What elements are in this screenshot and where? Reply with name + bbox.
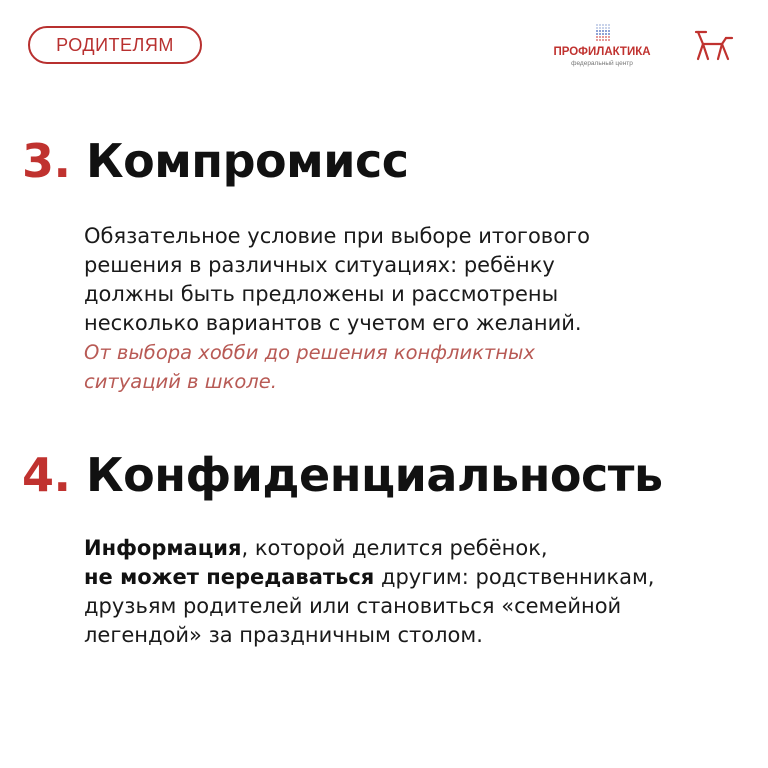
logo-subtitle: федеральный центр [571,60,633,67]
profilaktika-logo [548,24,656,70]
example-line: ситуаций в школе. [84,370,277,393]
paragraph-line: легендой» за праздничным столом. [84,623,483,647]
heading-number: 4. [22,448,71,502]
logo-grid-icon [596,24,610,44]
heading-number: 3. [22,134,71,188]
paragraph-line [84,534,754,563]
confidentiality-paragraph [84,534,754,650]
compromise-paragraph [84,222,754,338]
heading-title: Компромисс [86,134,409,188]
bold-term: не может передаваться [84,565,375,589]
heading-title: Конфиденциальность [86,448,663,502]
compromise-example [84,338,684,396]
bold-term: Информация [84,536,242,560]
paragraph-line: друзьям родителей или становиться «семейной [84,594,622,618]
section-badge: РОДИТЕЛЯМ [28,26,202,64]
paragraph-line: несколько вариантов с учетом его желаний. [84,311,582,335]
heading-confidentiality [22,448,663,502]
paragraph-line [84,563,754,592]
line-text: другим: родственникам, [374,565,655,589]
logo-title: ПРОФИЛАКТИКА [553,46,651,58]
line-text: , которой делится ребёнок, [241,536,548,560]
paragraph-line: должны быть предложены и рассмотрены [84,282,559,306]
chair-icon [692,28,734,62]
paragraph-line: решения в различных ситуациях: ребёнку [84,253,555,277]
heading-compromise [22,134,408,188]
paragraph-line: Обязательное условие при выборе итогового [84,224,590,248]
example-line: От выбора хобби до решения конфликтных [84,341,535,364]
